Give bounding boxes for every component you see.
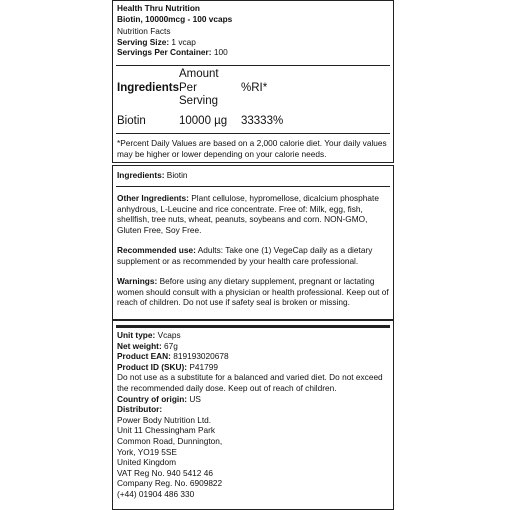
warnings: Warnings: Before using any dietary supplement, pregnant or lactating women should consult with a physician or health professional. Keep out of reach of children. Do not use if safety seal is broken or missing. <box>117 276 389 308</box>
recommended-use: Recommended use: Adults: Take one (1) VegeCap daily as a dietary supplement or as recommended by your health care professional. <box>117 245 373 266</box>
daily-values-footnote: *Percent Daily Values are based on a 2,000 calorie diet. Your daily values may be higher or lower depending on your calorie needs. <box>117 138 387 159</box>
divider <box>116 133 390 134</box>
thick-divider <box>116 325 390 328</box>
serving-size: Serving Size: 1 vcap <box>117 36 196 47</box>
disclaimer: Do not use as a substitute for a balanced and varied diet. Do not exceed the recommended daily dose. Keep out of reach of children. <box>117 372 383 393</box>
col-ingredients: Ingredients <box>117 82 179 94</box>
nutrition-facts-panel <box>112 0 394 163</box>
divider <box>116 65 390 66</box>
net-weight: Net weight: 67g <box>117 340 178 351</box>
col-ri: %RI* <box>241 82 268 94</box>
product-header <box>117 3 389 58</box>
divider <box>116 186 390 187</box>
product-details-panel <box>112 320 394 510</box>
product-sku: Product ID (SKU): P41799 <box>117 361 218 372</box>
distributor-address: Power Body Nutrition Ltd. Unit 11 Chessingham Park Common Road, Dunnington, York, YO19 5SE United Kingdom VAT Reg No. 940 5412 46 Company Reg. No. 6909822 (+44) 01904 486 330 <box>117 414 223 499</box>
details-block <box>117 330 389 500</box>
servings-per-container: Servings Per Container: 100 <box>117 47 228 58</box>
nutrient-ri: 33333% <box>241 115 284 127</box>
product-name: Biotin, 10000mcg - 100 vcaps <box>117 13 233 24</box>
nutrient-name: Biotin <box>117 115 146 127</box>
nutrition-table <box>117 68 391 135</box>
unit-type: Unit type: Vcaps <box>117 330 181 340</box>
table-row <box>117 115 391 135</box>
product-ean: Product EAN: 819193020678 <box>117 351 229 362</box>
table-header-row <box>117 68 391 110</box>
ingredients-line: Ingredients: Biotin <box>117 170 188 180</box>
col-amount: Amount Per Serving <box>179 68 219 107</box>
nutrient-amount: 10000 µg <box>179 115 228 127</box>
distributor-label: Distributor: <box>117 404 163 415</box>
facts-title: Nutrition Facts <box>117 26 171 37</box>
country-of-origin: Country of origin: US <box>117 393 201 404</box>
ingredients-panel <box>112 165 394 320</box>
brand-name: Health Thru Nutrition <box>117 3 200 13</box>
other-ingredients: Other Ingredients: Plant cellulose, hypromellose, dicalcium phosphate anhydrous, L-Leucine and rice concentrate. Free of: Milk, egg, fish, shellfish, tree nuts, wheat, peanuts, soybeans and corn. NON-GMO, Gluten Free, Soy Free. <box>117 193 379 235</box>
